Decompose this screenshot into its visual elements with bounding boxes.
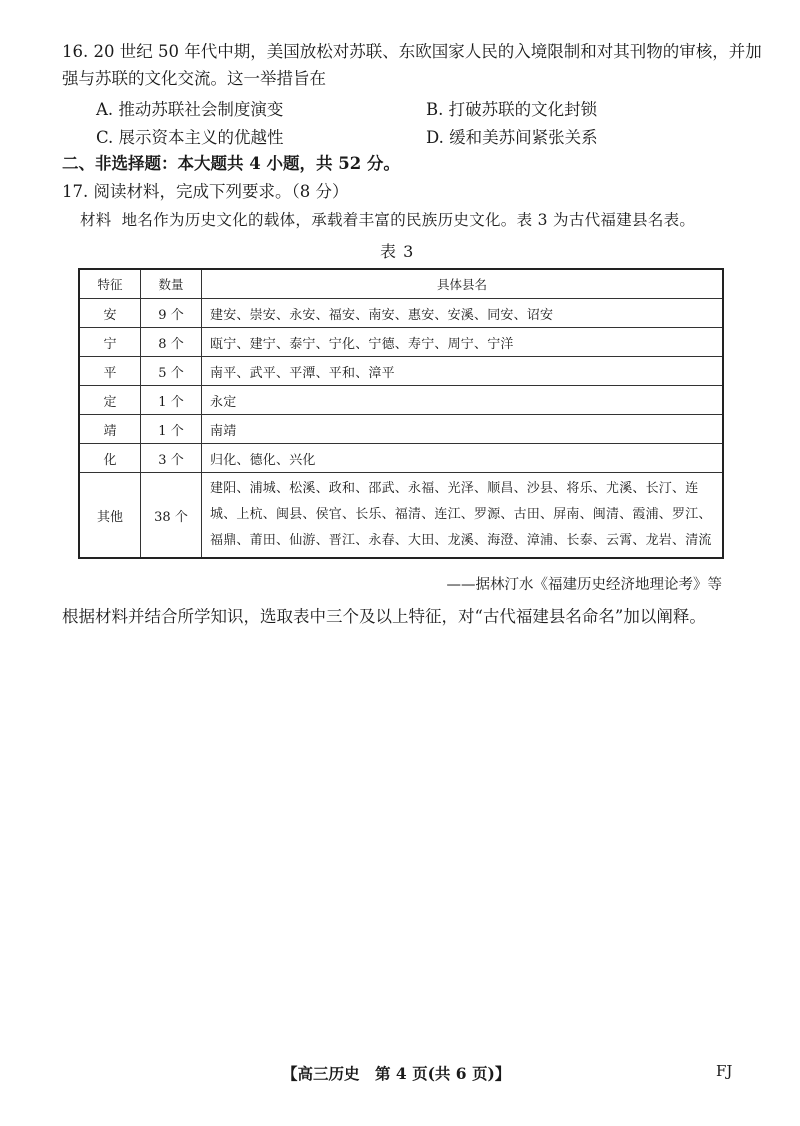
table-row <box>79 299 723 328</box>
cell-count: 8 个 <box>141 328 202 357</box>
material-label: 材料 <box>80 211 112 229</box>
cell-count: 1 个 <box>141 415 202 444</box>
header-names: 具体县名 <box>202 269 724 299</box>
option-c: C. 展示资本主义的优越性 <box>96 128 284 147</box>
cell-feature: 靖 <box>79 415 141 444</box>
table-row <box>79 415 723 444</box>
page-footer: 【高三历史 第 4 页(共 6 页)】 <box>282 1064 511 1083</box>
material-text: 地名作为历史文化的载体，承载着丰富的民族历史文化。表 3 为古代福建县名表。 <box>121 211 696 229</box>
table-source: ——据林汀水《福建历史经济地理论考》等 <box>446 577 722 593</box>
cell-names: 归化、德化、兴化 <box>202 444 724 473</box>
table-header-row <box>79 269 723 299</box>
table-row <box>79 473 723 559</box>
header-count: 数量 <box>141 269 202 299</box>
cell-names: 建安、崇安、永安、福安、南安、惠安、安溪、同安、诏安 <box>202 299 724 328</box>
cell-count: 3 个 <box>141 444 202 473</box>
question-17-stem: 17. 阅读材料，完成下列要求。（8 分） <box>62 182 349 201</box>
cell-feature: 化 <box>79 444 141 473</box>
table-row <box>79 386 723 415</box>
table-row <box>79 357 723 386</box>
cell-feature: 安 <box>79 299 141 328</box>
county-name-table <box>78 268 724 559</box>
header-feature: 特征 <box>79 269 141 299</box>
cell-names: 瓯宁、建宁、泰宁、宁化、宁德、寿宁、周宁、宁洋 <box>202 328 724 357</box>
cell-names: 南靖 <box>202 415 724 444</box>
option-b: B. 打破苏联的文化封锁 <box>426 100 598 119</box>
material-paragraph <box>80 208 695 230</box>
section-2-heading: 二、非选择题：本大题共 4 小题，共 52 分。 <box>62 154 400 173</box>
cell-feature: 定 <box>79 386 141 415</box>
cell-names: 南平、武平、平潭、平和、漳平 <box>202 357 724 386</box>
table-row <box>79 328 723 357</box>
table-row <box>79 444 723 473</box>
option-a: A. 推动苏联社会制度演变 <box>96 100 284 119</box>
cell-feature: 宁 <box>79 328 141 357</box>
cell-feature: 其他 <box>79 473 141 559</box>
cell-names: 永定 <box>202 386 724 415</box>
footer-code: FJ <box>716 1062 733 1080</box>
question-16-stem: 16. 20 世纪 50 年代中期，美国放松对苏联、东欧国家人民的入境限制和对其刊物的审核，并加强与苏联的文化交流。这一举措旨在 <box>62 42 762 88</box>
cell-names: 建阳、浦城、松溪、政和、邵武、永福、光泽、顺昌、沙县、将乐、尤溪、长汀、连城、上杭、闽县、侯官、长乐、福清、连江、罗源、古田、屏南、闽清、霞浦、罗江、福鼎、莆田、仙游、晋江、永春、大田、龙溪、海澄、漳浦、长泰、云霄、龙岩、清流 <box>202 473 724 559</box>
table-title: 表 3 <box>380 242 415 261</box>
cell-count: 38 个 <box>141 473 202 559</box>
option-d: D. 缓和美苏间紧张关系 <box>426 128 598 147</box>
cell-count: 5 个 <box>141 357 202 386</box>
question-17-task: 根据材料并结合所学知识，选取表中三个及以上特征，对“古代福建县名命名”加以阐释。 <box>62 607 706 626</box>
cell-count: 1 个 <box>141 386 202 415</box>
cell-feature: 平 <box>79 357 141 386</box>
cell-count: 9 个 <box>141 299 202 328</box>
